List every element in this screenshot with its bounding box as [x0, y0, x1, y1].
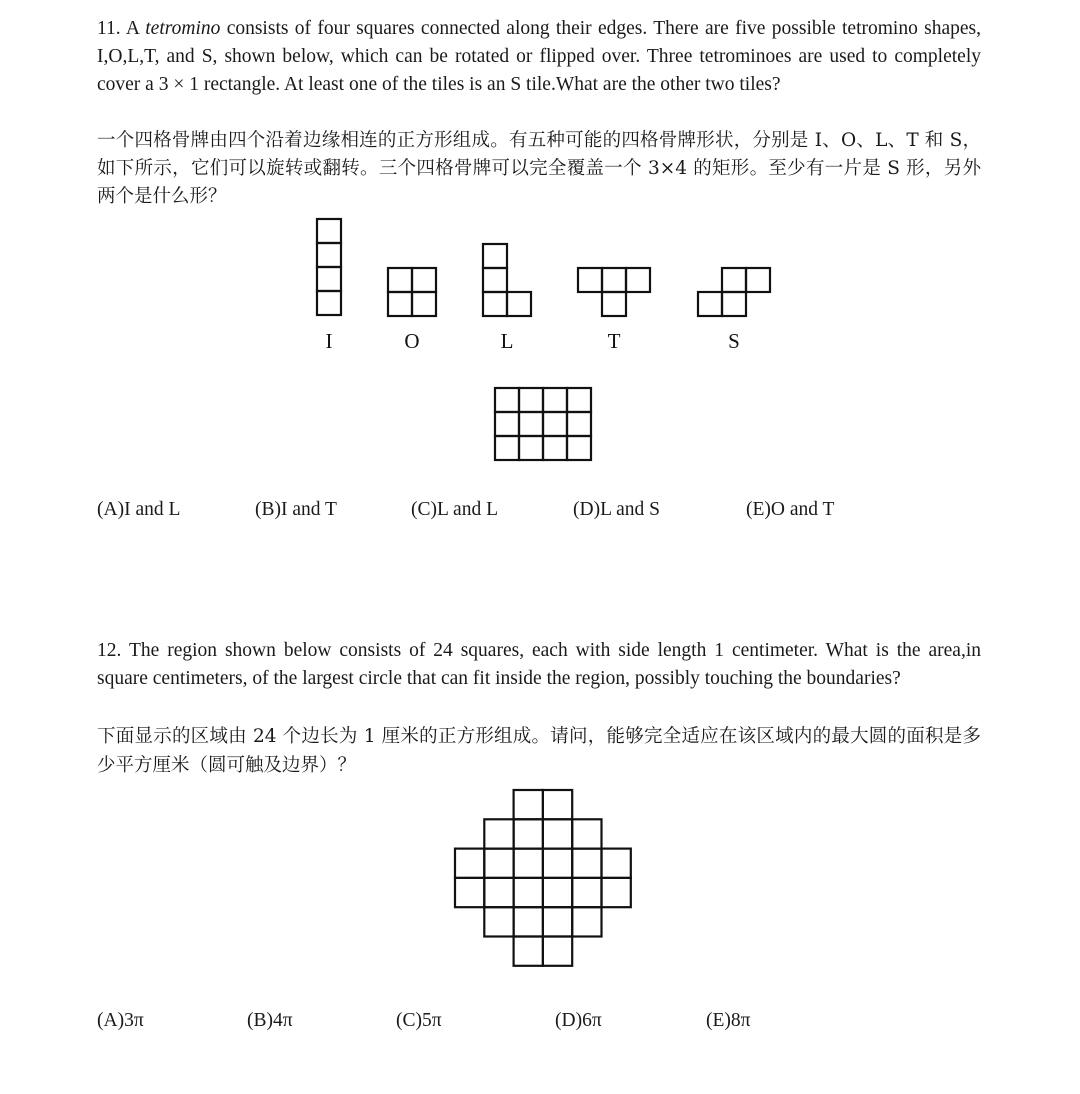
shape-label-o: O [404, 329, 420, 353]
q12-option-b[interactable]: (B)4π [247, 1010, 293, 1031]
q11-term: tetromino [145, 18, 221, 39]
region-square [484, 849, 513, 878]
shape-label-l: L [500, 329, 514, 353]
q12-text-en: 12. The region shown below consists of 24 squares, each with side length 1 centimeter. What is the area,in square centimeters, of the largest circle that can fit inside the region, possibly touching the boundaries? [97, 640, 981, 689]
region-square [514, 937, 543, 966]
region-square [514, 878, 543, 907]
shape-label-s: S [728, 329, 740, 353]
region-square [602, 878, 631, 907]
region-square [484, 878, 513, 907]
region-square [572, 907, 601, 936]
q11-body: consists of four squares connected along their edges. There are five possible tetromino shapes, I,O,L,T, and S, shown below, which can be rotated or flipped over. Three tetrominoes are used to completely cover a 3 × 1 rectangle. At least one of the tiles is an S tile.What are the other two tiles? [97, 18, 982, 95]
q11-number: 11. [97, 18, 121, 39]
region-square [543, 878, 572, 907]
q11-option-e[interactable]: (E)O and T [746, 499, 835, 520]
shape-label-i: I [325, 329, 333, 353]
region-square [543, 790, 572, 819]
region-square [455, 878, 484, 907]
q11-option-c[interactable]: (C)L and L [411, 499, 498, 520]
region-square [543, 819, 572, 848]
region-square [514, 790, 543, 819]
q11-option-b[interactable]: (B)I and T [255, 499, 337, 520]
region-square [572, 849, 601, 878]
q12-option-d[interactable]: (D)6π [555, 1010, 602, 1031]
region-square [572, 878, 601, 907]
q12-option-e[interactable]: (E)8π [706, 1010, 751, 1031]
region-square [543, 849, 572, 878]
region-square [602, 849, 631, 878]
region-square [484, 819, 513, 848]
q11-option-a[interactable]: (A)I and L [97, 499, 181, 520]
region-square [514, 819, 543, 848]
region-square [514, 849, 543, 878]
q12-option-a[interactable]: (A)3π [97, 1010, 144, 1031]
q12-text-zh: 下面显示的区域由 24 个边长为 1 厘米的正方形组成。请问，能够完全适应在该区域内的最大圆的面积是多少平方厘米（圆可触及边界）？ [97, 726, 981, 776]
region-square [484, 907, 513, 936]
region-square [572, 819, 601, 848]
q12-option-c[interactable]: (C)5π [396, 1010, 442, 1031]
region-square [455, 849, 484, 878]
q11-intro: A [125, 18, 139, 39]
region-square [543, 937, 572, 966]
q11-option-d[interactable]: (D)L and S [573, 499, 661, 520]
region-square [514, 907, 543, 936]
q11-text-zh: 一个四格骨牌由四个沿着边缘相连的正方形组成。有五种可能的四格骨牌形状，分别是 I、O、L、T 和 S，如下所示，它们可以旋转或翻转。三个四格骨牌可以完全覆盖一个 3×4 的矩形。至少有一片是 S 形，另外两个是什么形？ [97, 130, 981, 207]
q12-region-grid [455, 790, 631, 966]
region-square [543, 907, 572, 936]
shape-label-t: T [607, 329, 621, 353]
